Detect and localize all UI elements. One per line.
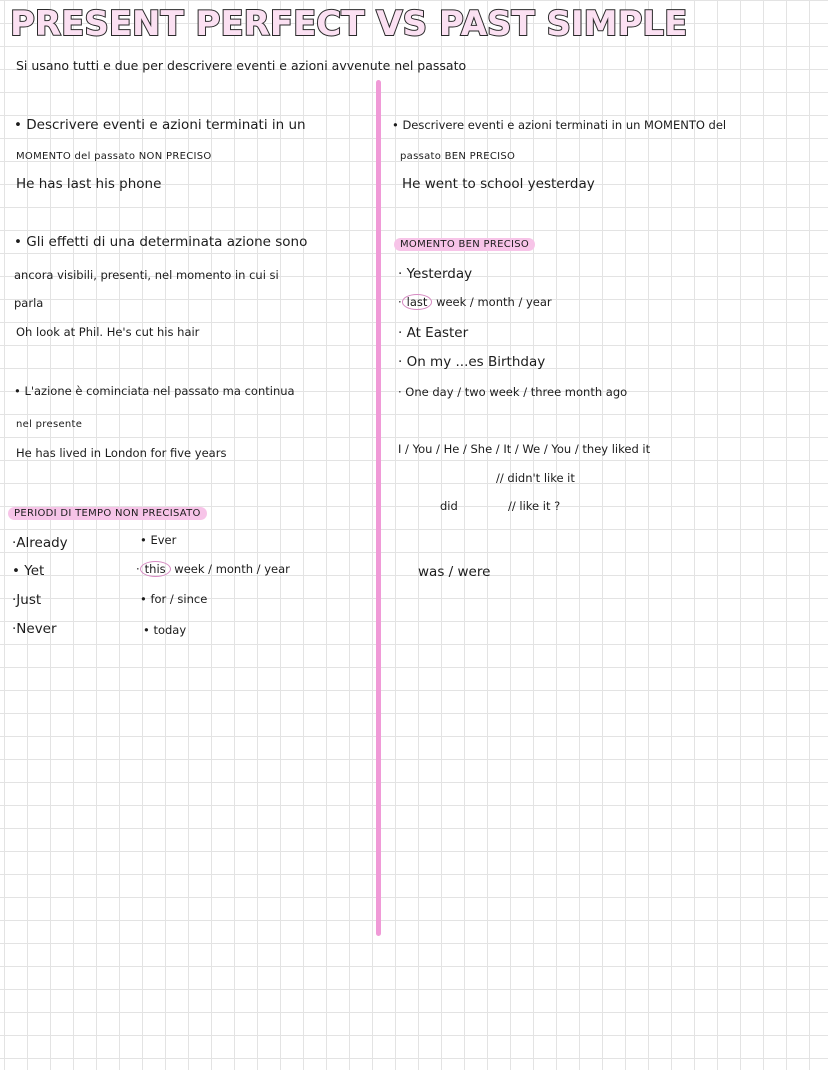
right-p1-example: He went to school yesterday — [402, 176, 595, 192]
list-item-ever: • Ever — [140, 533, 177, 547]
left-p3-line1: • L'azione è cominciata nel passato ma continua — [14, 384, 295, 398]
left-p2-line3: parla — [14, 296, 44, 310]
page-title: PRESENT PERFECT VS PAST SIMPLE — [10, 4, 688, 44]
left-p3-line2: nel presente — [16, 419, 83, 430]
subtitle: Si usano tutti e due per descrivere eventi e azioni avvenute nel passato — [16, 58, 467, 73]
left-p1-line1: • Descrivere eventi e azioni terminati in un — [14, 117, 306, 133]
right-p1-line2: passato BEN PRECISO — [400, 151, 516, 162]
item-easter: · At Easter — [398, 325, 469, 341]
left-p2-line1: • Gli effetti di una determinata azione sono — [14, 234, 308, 250]
left-p2-example: Oh look at Phil. He's cut his hair — [16, 325, 200, 339]
list-item-this: · this week / month / year — [136, 562, 290, 576]
item-yesterday: · Yesterday — [398, 266, 473, 282]
list-item-never: ·Never — [12, 621, 57, 637]
left-p2-line2: ancora visibili, presenti, nel momento in cui si — [14, 268, 279, 282]
was-were: was / were — [418, 564, 491, 580]
conj-line3-rest: // like it ? — [508, 499, 561, 513]
list-item-already: ·Already — [12, 535, 68, 551]
last-rest: week / month / year — [436, 295, 552, 309]
item-last: · last week / month / year — [398, 295, 552, 309]
this-rest: week / month / year — [174, 562, 290, 576]
left-p1-line2: MOMENTO del passato NON PRECISO — [16, 151, 212, 162]
last-circled: last — [402, 294, 433, 310]
conj-line3-did: did — [440, 499, 458, 513]
left-p3-example: He has lived in London for five years — [16, 446, 227, 460]
item-ago: · One day / two week / three month ago — [398, 385, 628, 399]
this-circled: this — [140, 561, 171, 577]
list-item-yet: • Yet — [12, 563, 45, 579]
period-heading: PERIODI DI TEMPO NON PRECISATO — [8, 507, 207, 520]
list-item-just: ·Just — [12, 592, 42, 608]
list-item-for-since: • for / since — [140, 592, 208, 606]
list-item-today: • today — [143, 623, 187, 637]
conj-line2: // didn't like it — [496, 471, 575, 485]
moment-heading: MOMENTO BEN PRECISO — [394, 238, 535, 251]
left-p1-example: He has last his phone — [16, 176, 162, 192]
column-divider — [376, 80, 381, 936]
conj-line1: I / You / He / She / It / We / You / they liked it — [398, 442, 651, 456]
right-p1-line1: • Descrivere eventi e azioni terminati in un MOMENTO del — [392, 118, 727, 132]
item-birthday: · On my ...es Birthday — [398, 354, 546, 370]
